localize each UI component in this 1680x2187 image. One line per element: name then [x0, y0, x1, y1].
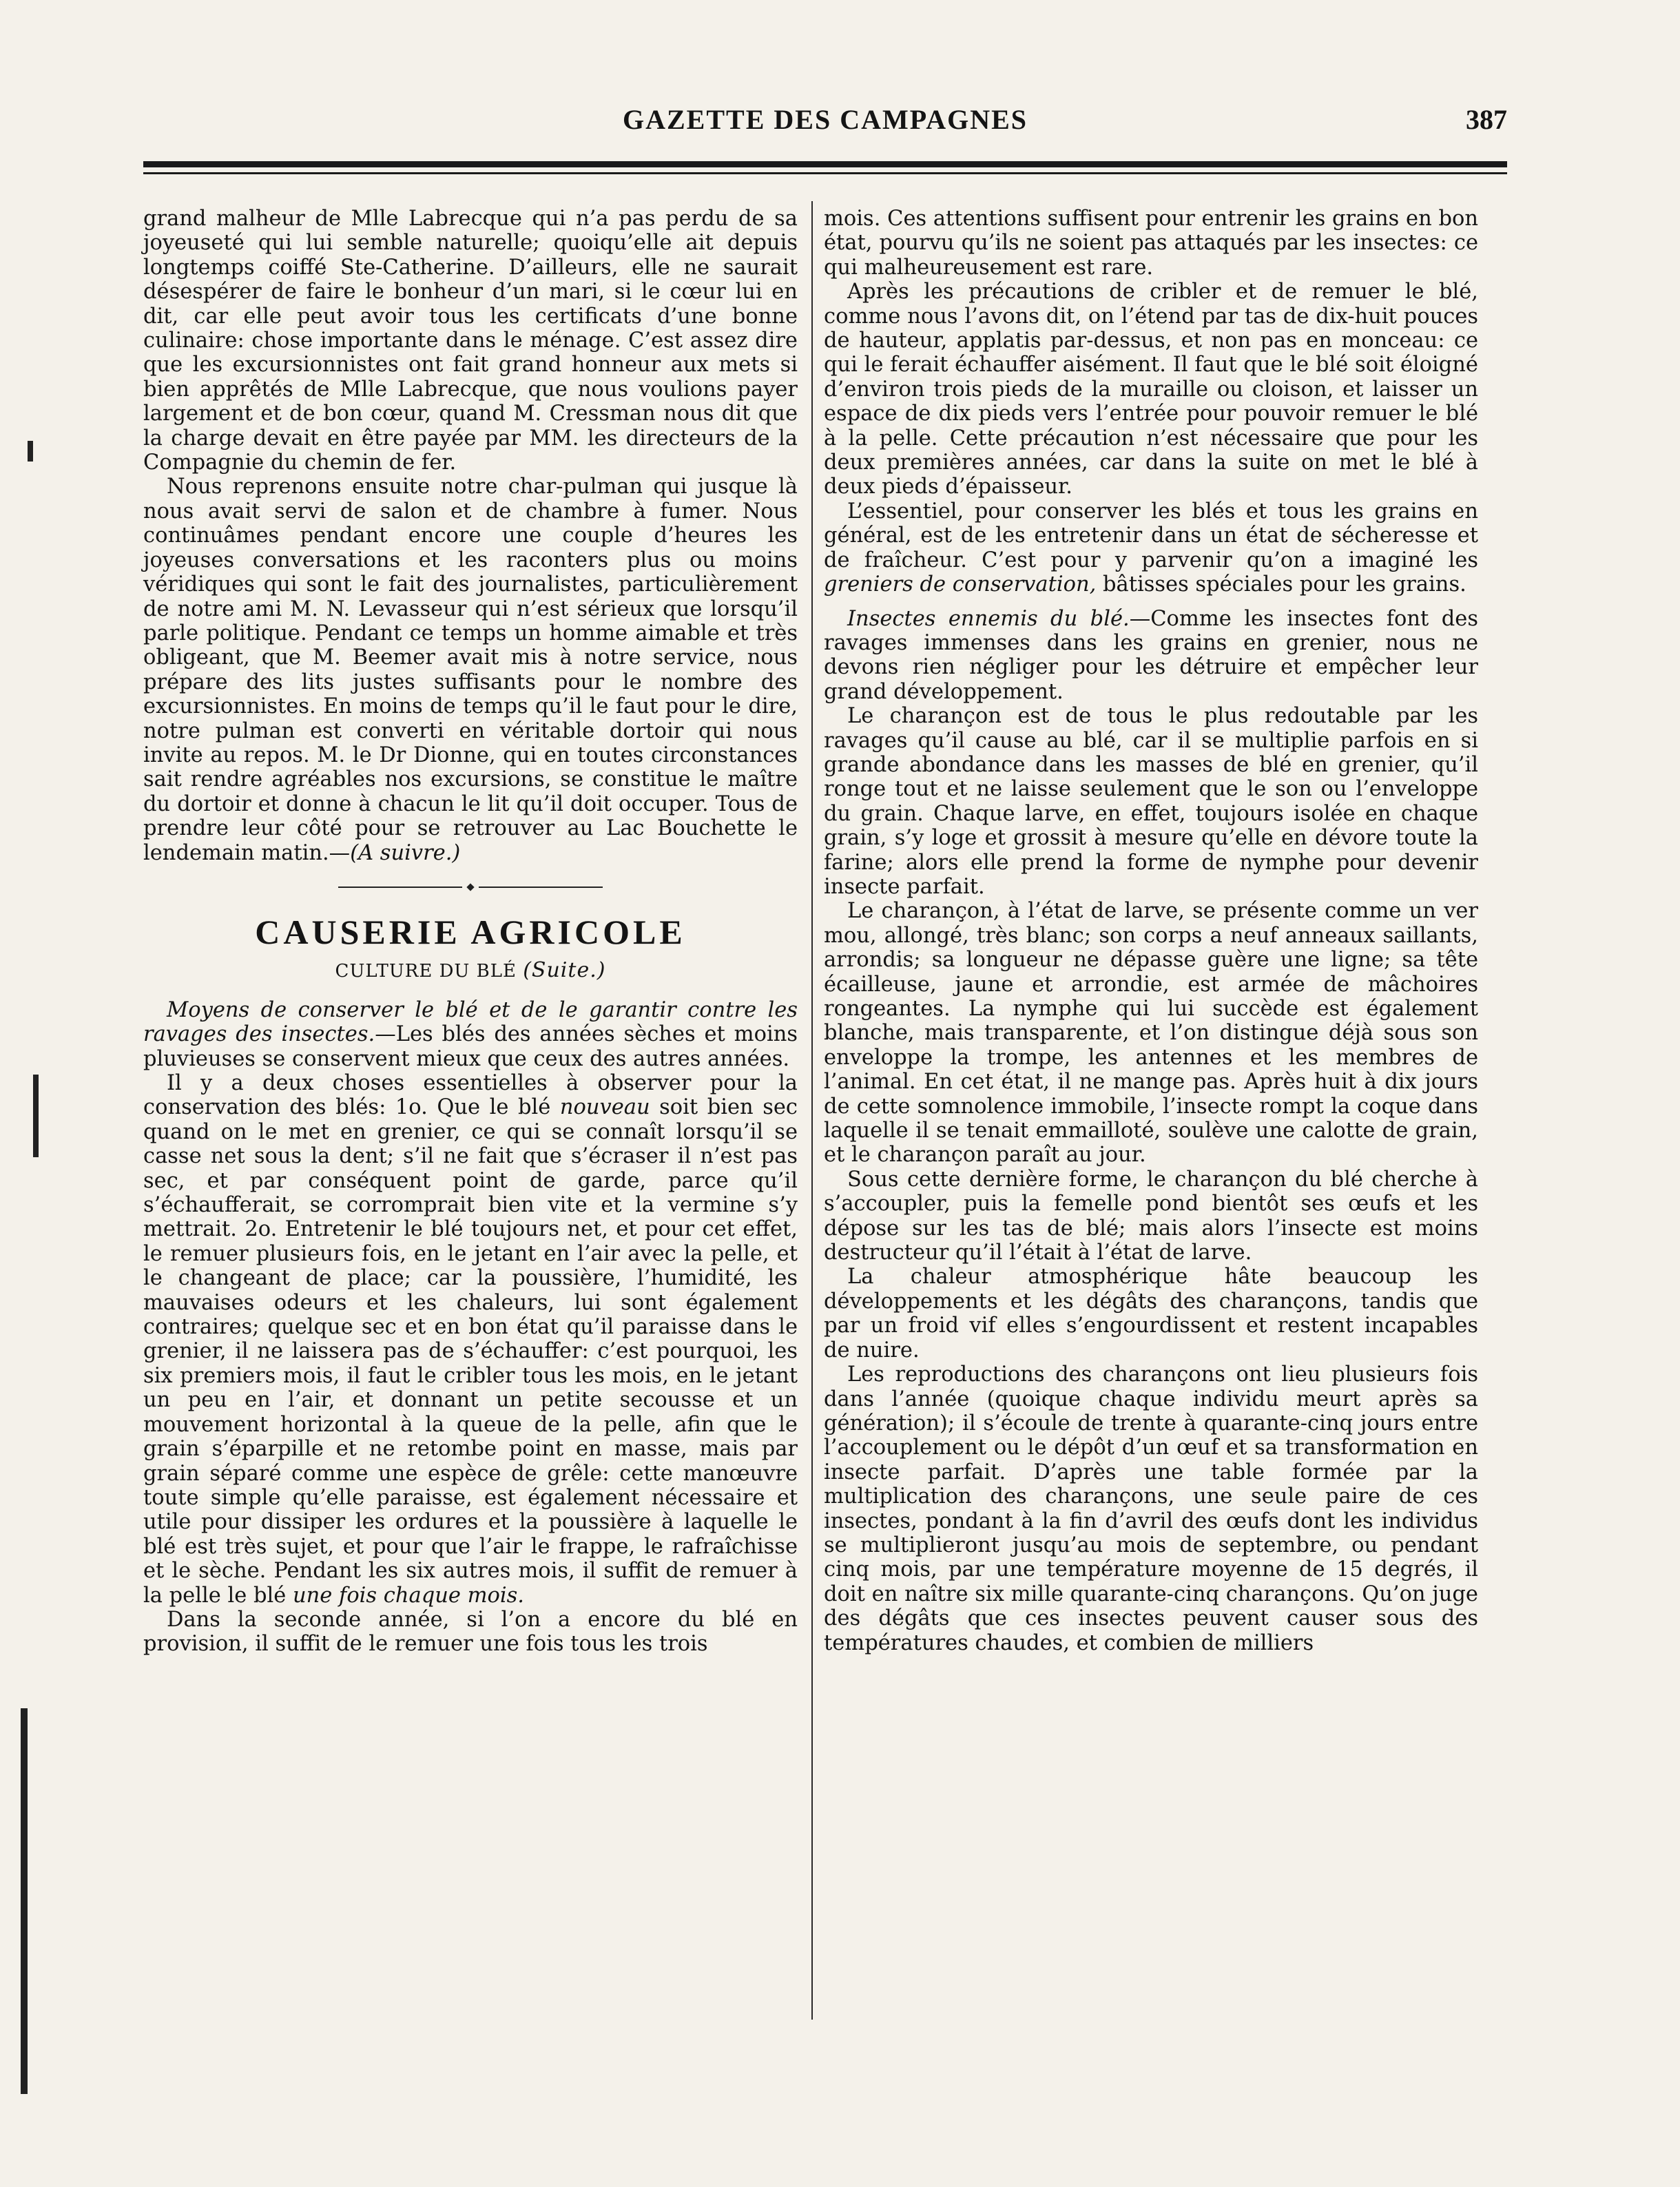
a-suivre: (A suivre.)	[350, 840, 461, 865]
paragraph	[143, 475, 798, 865]
page-number: 387	[1466, 104, 1507, 135]
margin-mark	[33, 1075, 39, 1157]
paragraph-text: Nous reprenons ensuite notre char-pulman qui jusque là nous avait servi de salon et de chambre à fumer. Nous continuâmes pendant encore une couple d’heures les joyeuses conversations et les raconters plus ou moins véridiques qui sont le fait des journalistes, particulièrement de notre ami M. N. Levasseur qui n’est sérieux que lorsqu’il parle politique. Pendant ce temps un homme aimable et très obligeant, que M. Beemer avait mis à notre service, nous prépare des lits justes suffisants pour le nombre des excursionnistes. En moins de temps qu’il le faut pour le dire, notre pulman est converti en véritable dortoir qui nous invite au repos. M. le Dr Dionne, qui en toutes circonstances sait rendre agréables nos excursions, se constitue le maître du dortoir et donne à chacun le lit qu’il doit occuper. Tous de prendre leur côté pour se retrouver au Lac Bouchette le lendemain matin.—	[143, 475, 798, 865]
paragraph-italic: nouveau	[559, 1095, 650, 1120]
paragraph-italic: une fois chaque mois.	[293, 1583, 524, 1608]
ornament-dot	[466, 883, 474, 891]
paragraph-text: Il y a deux choses essentielles à observer pour la conservation des blés: 1o. Que le blé	[143, 1071, 798, 1120]
section-subtitle	[143, 958, 798, 984]
paragraph: Les reproductions des charançons ont lieu plusieurs fois dans l’année (quoique chaque individu meurt après sa génération); il s’écoule de trente à quarante-cinq jours entre l’accouplement ou le dépôt d’un œuf et sa transformation en insecte parfait. D’après une table formée par la multiplication des charançons, une seule paire de ces insectes, pondant à la fin d’avril des œufs dont les individus se multiplieront jusqu’au mois de septembre, ou pendant cinq mois, par une température moyenne de 15 degrés, il doit en naître six mille quarante-cinq charançons. Qu’on juge des dégâts que ces insectes peuvent causer sous des températures chaudes, et combien de milliers	[824, 1362, 1478, 1655]
margin-mark	[28, 441, 33, 462]
paragraph-text: soit bien sec quand on le met en grenier, ce qui se connaît lorsqu’il se casse net sous la dent; s’il ne fait que s’écraser il n’est pas sec, et par conséquent point de garde, parce qu’il s’échaufferait, se corromprait bien vite et la vermine s’y mettrait. 2o. Entretenir le blé toujours net, et pour cet effet, le remuer plusieurs fois, en le jetant en l’air avec la pelle, et le changeant de place; car la poussière, l’humidité, les mauvaises odeurs et les chaleurs, lui sont également contraires; quelque sec et en bon état qu’il paraisse dans le grenier, il ne laissera pas de s’échauffer: c’est pourquoi, les six premiers mois, il faut le cribler tous les mois, en le jetant un peu en l’air, et donnant un petite secousse et un mouvement horizontal à la queue de la pelle, afin que le grain s’éparpille et ne retombe point en masse, mais par grain séparé comme une espèce de grêle: cette manœuvre toute simple qu’elle paraisse, est également nécessaire et utile pour dissiper les ordures et la poussière à laquelle le blé est très sujet, et pour que l’air le frappe, le rafraîchisse et le sèche. Pendant les six autres mois, il suffit de remuer à la pelle le blé	[143, 1095, 798, 1608]
paragraph	[824, 499, 1478, 597]
column-divider	[811, 201, 813, 2020]
paragraph: grand malheur de Mlle Labrecque qui n’a pas perdu de sa joyeuseté qui lui semble naturelle; quoiqu’elle ait depuis longtemps coiffé Ste-Catherine. D’ailleurs, elle ne saurait désespérer de faire le bonheur d’un mari, si le cœur lui en dit, car elle peut avoir tous les certificats d’une bonne culinaire: chose importante dans le ménage. C’est assez dire que les excursionnistes ont fait grand honneur aux mets si bien apprêtés de Mlle Labrecque, que nous voulions payer largement et de bon cœur, quand M. Cressman nous dit que la charge devait en être payée par MM. les directeurs de la Compagnie du chemin de fer.	[143, 207, 798, 475]
paragraph	[143, 1071, 798, 1608]
paragraph-italic: greniers de conservation,	[824, 572, 1097, 597]
paragraph: Après les précautions de cribler et de remuer le blé, comme nous l’avons dit, on l’étend par tas de dix-huit pouces de hauteur, applatis par-dessus, et non pas en monceau: ce qui le ferait échauffer aisément. Il faut que le blé soit éloigné d’environ trois pieds de la muraille ou cloison, et laisser un espace de dix pieds vers l’entrée pour pouvoir remuer le blé à la pelle. Cette précaution n’est nécessaire que pour les deux premières années, car dans la suite on met le blé à deux pieds d’épaisseur.	[824, 280, 1478, 499]
section-title: CAUSERIE AGRICOLE	[255, 913, 686, 952]
paragraph-text: L’essentiel, pour conserver les blés et tous les grains en général, est de les entretenir dans un état de sécheresse et de fraîcheur. C’est pour y parvenir qu’on a imaginé les	[824, 499, 1478, 572]
paragraph-text: —Comme les insectes font des ravages immenses dans les grains en grenier, nous ne devons rien négliger pour les détruire et empêcher leur grand développement.	[824, 606, 1478, 704]
lead-rest: —Les blés des années sèches et moins pluvieuses se conservent mieux que ceux des autres années.	[143, 1022, 798, 1071]
ornament-line	[479, 887, 603, 888]
paragraph	[143, 998, 798, 1071]
paragraph: Sous cette dernière forme, le charançon du blé cherche à s’accoupler, puis la femelle pond bientôt ses œufs et les dépose sur les tas de blé; mais alors l’insecte est moins destructeur qu’il l’était à l’état de larve.	[824, 1167, 1478, 1265]
page-header	[143, 103, 1507, 145]
paragraph-text: bâtisses spéciales pour les grains.	[1096, 572, 1466, 597]
paragraph: Dans la seconde année, si l’on a encore du blé en provision, il suffit de le remuer une fois tous les trois	[143, 1607, 798, 1657]
header-rule-thick	[143, 161, 1507, 167]
margin-mark	[21, 1708, 28, 2094]
left-column	[143, 207, 798, 1657]
right-column	[824, 207, 1478, 1655]
paragraph	[824, 607, 1478, 705]
paragraph: La chaleur atmosphérique hâte beaucoup les développements et les dégâts des charançons, tandis que par un froid vif elles s’engourdissent et restent incapables de nuire.	[824, 1265, 1478, 1362]
paragraph-italic: Insectes ennemis du blé.	[847, 606, 1130, 631]
subtitle-suite: (Suite.)	[523, 958, 606, 983]
running-title: GAZETTE DES CAMPAGNES	[622, 104, 1028, 135]
ornament-line	[338, 887, 462, 888]
lead-italic: Moyens de conserver le blé et de le garantir contre les ravages des insectes.	[143, 997, 798, 1047]
paragraph: Le charançon, à l’état de larve, se présente comme un ver mou, allongé, très blanc; son corps a neuf anneaux saillants, arrondis; sa longueur ne dépasse guère une ligne; sa tête écailleuse, jaune et arrondie, est armée de mâchoires rongeantes. La nymphe qui lui succède est également blanche, mais transparente, et l’on distingue déjà sous son enveloppe la trompe, les antennes et les membres de l’animal. En cet état, il ne mange pas. Après huit à dix jours de cette somnolence immobile, l’insecte rompt la coque dans laquelle il se tenait emmailloté, soulève une calotte de grain, et le charançon paraît au jour.	[824, 899, 1478, 1168]
subtitle-text: CULTURE DU BLÉ	[335, 961, 517, 982]
header-rule-thin	[143, 172, 1507, 174]
paragraph: mois. Ces attentions suffisent pour entrenir les grains en bon état, pourvu qu’ils ne soient pas attaqués par les insectes: ce qui malheureusement est rare.	[824, 207, 1478, 280]
paragraph: Le charançon est de tous le plus redoutable par les ravages qu’il cause au blé, car il se multiplie parfois en si grande abondance dans les masses de blé en grenier, qu’il ronge tout et ne laisse seulement que le son ou l’enveloppe du grain. Chaque larve, en effet, toujours isolée en chaque grain, s’y loge et grossit à mesure qu’elle en dévore toute la farine; alors elle prend la forme de nymphe pour devenir insecte parfait.	[824, 704, 1478, 899]
section-ornament	[143, 875, 798, 899]
